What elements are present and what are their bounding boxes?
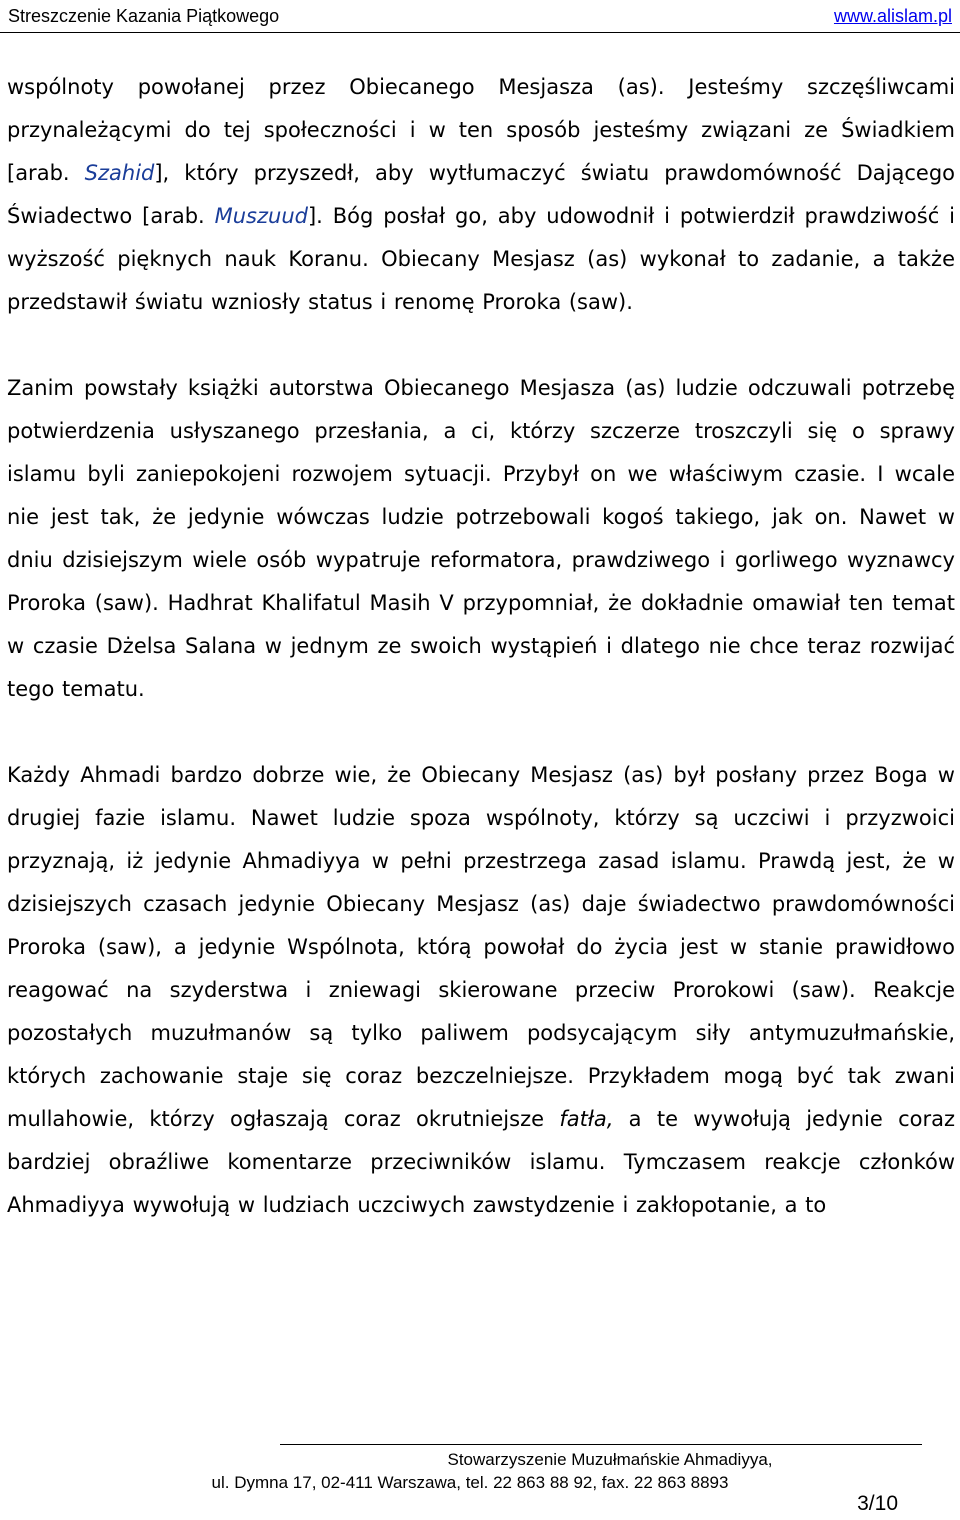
- header-divider: [0, 32, 960, 33]
- page-header: [0, 0, 960, 34]
- footer-organization: Stowarzyszenie Muzułmańskie Ahmadiyya,: [447, 1450, 773, 1469]
- footer-divider: [280, 1444, 922, 1445]
- paragraph-1: [7, 66, 955, 324]
- paragraph-3-text-b: a te wywołują jedynie coraz bardziej obraźliwe komentarze przeciwników islamu. Tymczasem reakcje członków Ahmadiyya wywołują w ludziach uczciwych zawstydzenie i zakłopotanie, a to: [7, 1107, 955, 1217]
- paragraph-2: Zanim powstały książki autorstwa Obiecanego Mesjasza (as) ludzie odczuwali potrzebę potwierdzenia usłyszanego przesłania, a ci, którzy szczerze troszczyli się o sprawy islamu byli zaniepokojeni rozwojem sytuacji. Przybył on we właściwym czasie. I wcale nie jest tak, że jedynie wówczas ludzie potrzebowali kogoś takiego, jak on. Nawet w dniu dzisiejszym wiele osób wypatruje reformatora, prawdziwego i gorliwego wyznawcy Proroka (saw). Hadhrat Khalifatul Masih V przypomniał, że dokładnie omawiał ten temat w czasie Dżelsa Salana w jednym ze swoich wystąpień i dlatego nie chce teraz rozwijać tego tematu.: [7, 376, 955, 701]
- paragraph-3-text-a: Każdy Ahmadi bardzo dobrze wie, że Obiecany Mesjasz (as) był posłany przez Boga w drugiej fazie islamu. Nawet ludzie spoza wspólnoty, którzy są uczciwi i przyzwoici przyznają, iż jedynie Ahmadiyya w pełni przestrzega zasad islamu. Prawdą jest, że w dzisiejszych czasach jedynie Obiecany Mesjasz (as) daje świadectwo prawdomówności Proroka (saw), a jedynie Wspólnota, którą powołał do życia jest w stanie prawidłowo reagować na szyderstwa i zniewagi skierowane przeciw Prorokowi (saw). Reakcje pozostałych muzułmanów są tylko paliwem podsycającym siły antymuzułmańskie, których zachowanie staje się coraz bezczelniejsze. Przykładem mogą być tak zwani mullahowie, którzy ogłaszają coraz okrutniejsze: [7, 763, 955, 1131]
- site-link[interactable]: www.alislam.pl: [833, 6, 952, 26]
- paragraph-1-text-c: ]. Bóg posłał go, aby udowodnił i potwierdził prawdziwość i wyższość pięknych nauk Koranu. Obiecany Mesjasz (as) wykonał to zadanie, a także przedstawił światu wzniosły status i renomę Proroka (saw).: [7, 204, 955, 314]
- footer-address: ul. Dymna 17, 02-411 Warszawa, tel. 22 863 88 92, fax. 22 863 8893: [211, 1473, 729, 1492]
- page-number: 3/10: [857, 1492, 898, 1515]
- term-muszuud: Muszuud: [214, 204, 308, 228]
- document-title: Streszczenie Kazania Piątkowego: [8, 6, 280, 26]
- paragraph-1-text-b: ], który przyszedł, aby wytłumaczyć światu prawdomówność Dającego Świadectwo [arab.: [7, 161, 956, 228]
- paragraph-3: [7, 754, 955, 1227]
- paragraph-1-text-a: wspólnoty powołanej przez Obiecanego Mesjasza (as). Jesteśmy szczęśliwcami przynależącymi do tej społeczności i w ten sposób jesteśmy związani ze Świadkiem [arab.: [7, 75, 955, 185]
- term-fatla: fatła,: [559, 1107, 614, 1131]
- document-body: [7, 66, 955, 1227]
- term-szahid: Szahid: [84, 161, 155, 185]
